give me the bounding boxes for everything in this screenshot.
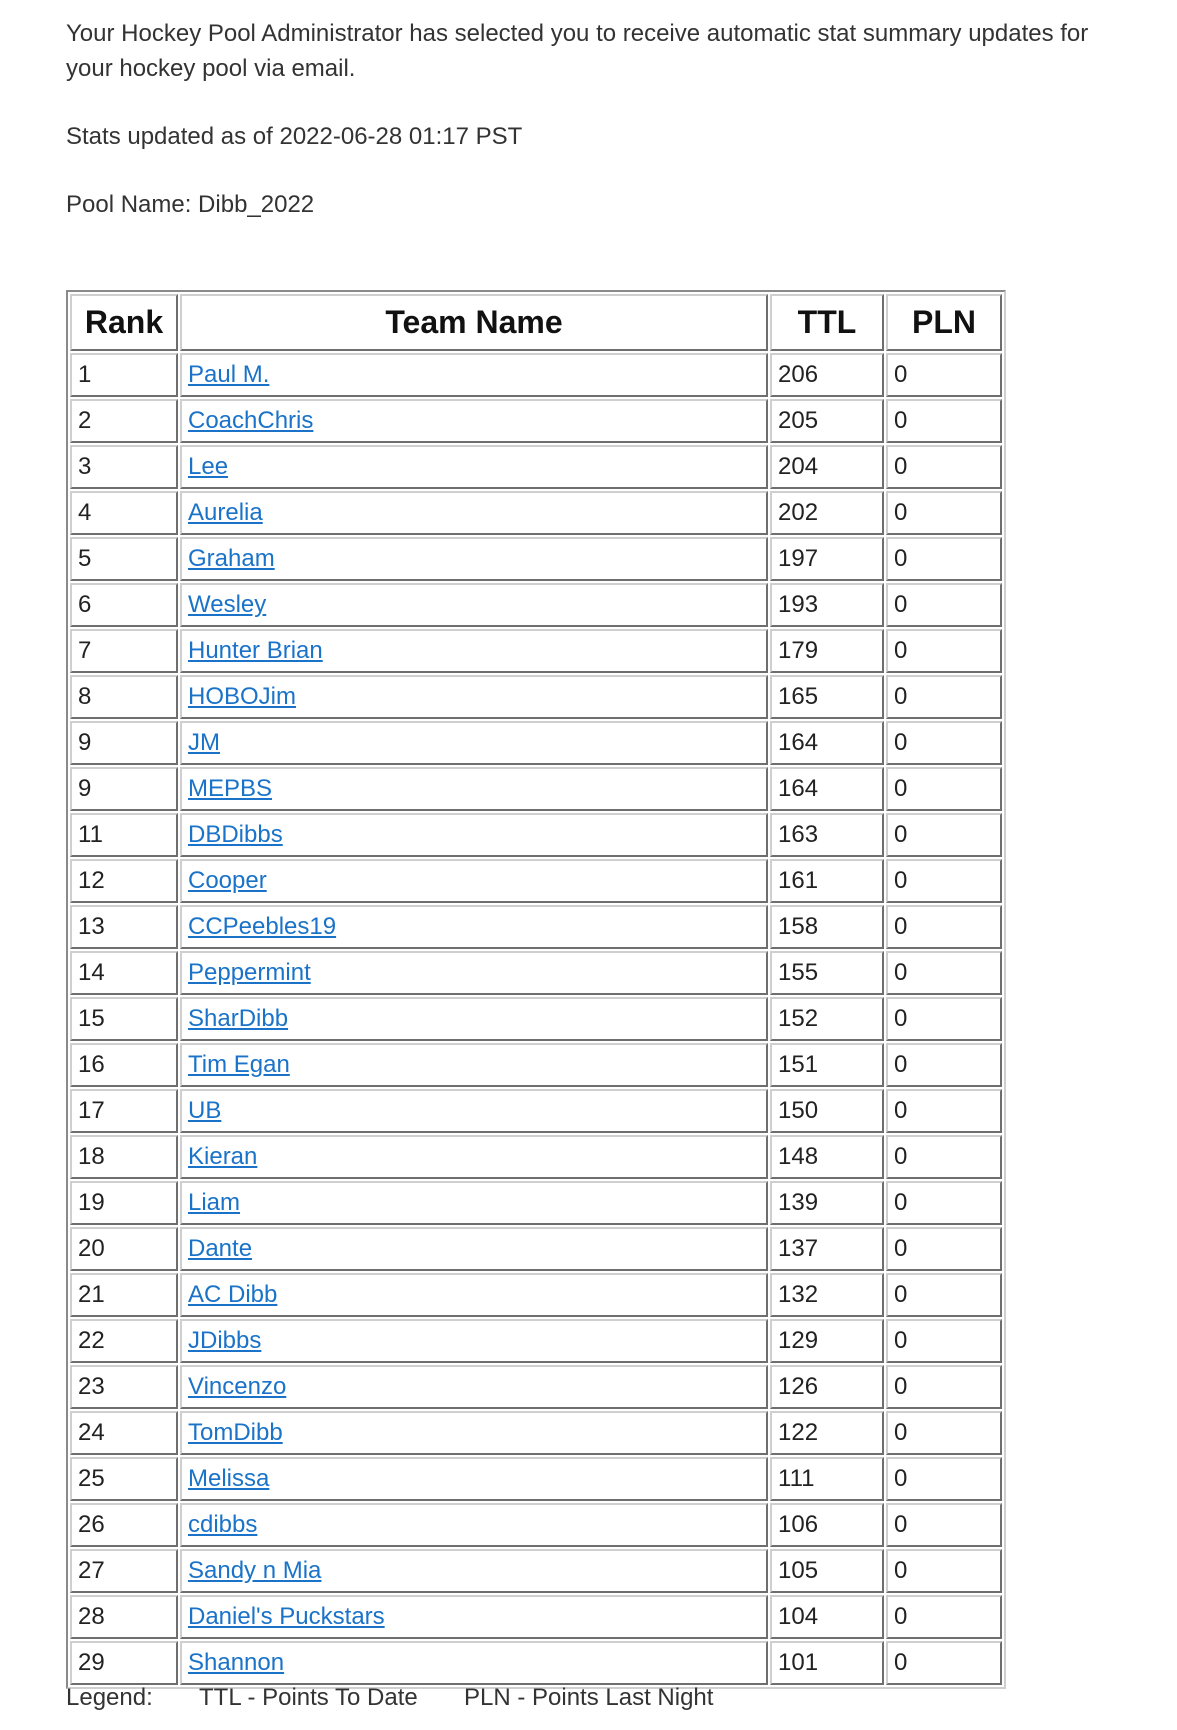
rank-cell: 8 <box>70 675 178 719</box>
table-row <box>70 1227 1002 1271</box>
ttl-cell: 111 <box>770 1457 884 1501</box>
table-header-row <box>70 294 1002 351</box>
rank-cell: 29 <box>70 1641 178 1685</box>
ttl-cell: 104 <box>770 1595 884 1639</box>
legend-ttl: TTL - Points To Date <box>199 1684 418 1711</box>
team-link[interactable]: SharDibb <box>188 1005 289 1032</box>
rank-cell: 15 <box>70 997 178 1041</box>
rank-cell: 9 <box>70 767 178 811</box>
team-link[interactable]: UB <box>188 1097 222 1124</box>
legend <box>66 1680 713 1715</box>
pln-cell: 0 <box>886 583 1002 627</box>
team-link[interactable]: Shannon <box>188 1649 285 1676</box>
pln-cell: 0 <box>886 1457 1002 1501</box>
rank-cell: 25 <box>70 1457 178 1501</box>
team-link[interactable]: AC Dibb <box>188 1281 278 1308</box>
team-cell <box>180 951 768 995</box>
pln-cell: 0 <box>886 445 1002 489</box>
ttl-cell: 204 <box>770 445 884 489</box>
header-pln: PLN <box>886 294 1002 351</box>
table-row <box>70 1365 1002 1409</box>
table-row <box>70 491 1002 535</box>
rank-cell: 21 <box>70 1273 178 1317</box>
table-row <box>70 997 1002 1041</box>
table-row <box>70 1043 1002 1087</box>
ttl-cell: 139 <box>770 1181 884 1225</box>
team-cell <box>180 583 768 627</box>
rank-cell: 22 <box>70 1319 178 1363</box>
rank-cell: 1 <box>70 353 178 397</box>
rank-cell: 14 <box>70 951 178 995</box>
pln-cell: 0 <box>886 537 1002 581</box>
team-cell <box>180 997 768 1041</box>
team-link[interactable]: Hunter Brian <box>188 637 323 664</box>
team-cell <box>180 1043 768 1087</box>
ttl-cell: 148 <box>770 1135 884 1179</box>
standings-body <box>70 353 1002 1685</box>
pln-cell: 0 <box>886 721 1002 765</box>
team-cell <box>180 675 768 719</box>
table-row <box>70 1089 1002 1133</box>
rank-cell: 23 <box>70 1365 178 1409</box>
rank-cell: 11 <box>70 813 178 857</box>
table-row <box>70 767 1002 811</box>
team-link[interactable]: DBDibbs <box>188 821 283 848</box>
team-cell <box>180 491 768 535</box>
rank-cell: 9 <box>70 721 178 765</box>
ttl-cell: 101 <box>770 1641 884 1685</box>
ttl-cell: 106 <box>770 1503 884 1547</box>
team-cell <box>180 1595 768 1639</box>
team-link[interactable]: MEPBS <box>188 775 273 802</box>
legend-label: Legend: <box>66 1684 153 1711</box>
team-link[interactable]: JDibbs <box>188 1327 262 1354</box>
header-rank: Rank <box>70 294 178 351</box>
pln-cell: 0 <box>886 859 1002 903</box>
table-row <box>70 675 1002 719</box>
table-row <box>70 905 1002 949</box>
ttl-cell: 179 <box>770 629 884 673</box>
ttl-cell: 164 <box>770 721 884 765</box>
rank-cell: 6 <box>70 583 178 627</box>
table-row <box>70 399 1002 443</box>
team-link[interactable]: Wesley <box>188 591 267 618</box>
ttl-cell: 197 <box>770 537 884 581</box>
ttl-cell: 158 <box>770 905 884 949</box>
pln-cell: 0 <box>886 1135 1002 1179</box>
team-link[interactable]: Lee <box>188 453 229 480</box>
team-link[interactable]: Tim Egan <box>188 1051 290 1078</box>
team-cell <box>180 1365 768 1409</box>
pln-cell: 0 <box>886 1641 1002 1685</box>
pln-cell: 0 <box>886 491 1002 535</box>
ttl-cell: 161 <box>770 859 884 903</box>
pln-cell: 0 <box>886 1595 1002 1639</box>
table-row <box>70 721 1002 765</box>
team-link[interactable]: HOBOJim <box>188 683 296 710</box>
team-link[interactable]: CoachChris <box>188 407 314 434</box>
table-row <box>70 1457 1002 1501</box>
rank-cell: 2 <box>70 399 178 443</box>
rank-cell: 3 <box>70 445 178 489</box>
pln-cell: 0 <box>886 951 1002 995</box>
ttl-cell: 202 <box>770 491 884 535</box>
team-cell <box>180 1457 768 1501</box>
team-cell <box>180 1273 768 1317</box>
table-row <box>70 1595 1002 1639</box>
team-link[interactable]: Peppermint <box>188 959 311 986</box>
team-link[interactable]: Sandy n Mia <box>188 1557 322 1584</box>
team-link[interactable]: TomDibb <box>188 1419 283 1446</box>
team-link[interactable]: Graham <box>188 545 275 572</box>
table-row <box>70 1549 1002 1593</box>
team-link[interactable]: Liam <box>188 1189 241 1216</box>
rank-cell: 24 <box>70 1411 178 1455</box>
pln-cell: 0 <box>886 1227 1002 1271</box>
rank-cell: 19 <box>70 1181 178 1225</box>
ttl-cell: 105 <box>770 1549 884 1593</box>
table-row <box>70 1135 1002 1179</box>
team-cell <box>180 767 768 811</box>
table-row <box>70 1503 1002 1547</box>
standings-table <box>66 290 1006 1689</box>
pln-cell: 0 <box>886 905 1002 949</box>
pln-cell: 0 <box>886 1503 1002 1547</box>
team-link[interactable]: Kieran <box>188 1143 258 1170</box>
team-link[interactable]: CCPeebles19 <box>188 913 337 940</box>
rank-cell: 27 <box>70 1549 178 1593</box>
ttl-cell: 151 <box>770 1043 884 1087</box>
table-row <box>70 583 1002 627</box>
pln-cell: 0 <box>886 1273 1002 1317</box>
team-link[interactable]: Daniel's Puckstars <box>188 1603 385 1630</box>
rank-cell: 28 <box>70 1595 178 1639</box>
pln-cell: 0 <box>886 1319 1002 1363</box>
team-cell <box>180 445 768 489</box>
stats-updated-text: Stats updated as of 2022-06-28 01:17 PST <box>66 123 523 150</box>
pln-cell: 0 <box>886 1181 1002 1225</box>
table-row <box>70 813 1002 857</box>
table-row <box>70 537 1002 581</box>
rank-cell: 5 <box>70 537 178 581</box>
rank-cell: 17 <box>70 1089 178 1133</box>
team-cell <box>180 1411 768 1455</box>
table-row <box>70 859 1002 903</box>
team-link[interactable]: Cooper <box>188 867 267 894</box>
pln-cell: 0 <box>886 399 1002 443</box>
pln-cell: 0 <box>886 813 1002 857</box>
team-cell <box>180 1135 768 1179</box>
team-cell <box>180 1503 768 1547</box>
table-row <box>70 951 1002 995</box>
team-cell <box>180 537 768 581</box>
ttl-cell: 163 <box>770 813 884 857</box>
pln-cell: 0 <box>886 1365 1002 1409</box>
pln-cell: 0 <box>886 1549 1002 1593</box>
pln-cell: 0 <box>886 1043 1002 1087</box>
email-body <box>66 16 1126 222</box>
team-cell <box>180 859 768 903</box>
pool-name-text: Pool Name: Dibb_2022 <box>66 191 315 218</box>
intro-text: Your Hockey Pool Administrator has selected you to receive automatic stat summary updates for your hockey pool via email. <box>66 20 1089 82</box>
pln-cell: 0 <box>886 997 1002 1041</box>
header-ttl: TTL <box>770 294 884 351</box>
pln-cell: 0 <box>886 353 1002 397</box>
ttl-cell: 152 <box>770 997 884 1041</box>
ttl-cell: 137 <box>770 1227 884 1271</box>
team-cell <box>180 629 768 673</box>
table-row <box>70 1273 1002 1317</box>
team-link[interactable]: cdibbs <box>188 1511 258 1538</box>
pln-cell: 0 <box>886 629 1002 673</box>
ttl-cell: 164 <box>770 767 884 811</box>
ttl-cell: 193 <box>770 583 884 627</box>
table-row <box>70 1641 1002 1685</box>
legend-pln: PLN - Points Last Night <box>464 1684 714 1711</box>
ttl-cell: 165 <box>770 675 884 719</box>
pln-cell: 0 <box>886 767 1002 811</box>
team-cell <box>180 1089 768 1133</box>
rank-cell: 26 <box>70 1503 178 1547</box>
rank-cell: 18 <box>70 1135 178 1179</box>
team-link[interactable]: Dante <box>188 1235 253 1262</box>
rank-cell: 4 <box>70 491 178 535</box>
ttl-cell: 132 <box>770 1273 884 1317</box>
team-cell <box>180 721 768 765</box>
rank-cell: 13 <box>70 905 178 949</box>
table-row <box>70 353 1002 397</box>
team-cell <box>180 1549 768 1593</box>
table-row <box>70 445 1002 489</box>
team-link[interactable]: Vincenzo <box>188 1373 287 1400</box>
table-row <box>70 1319 1002 1363</box>
team-link[interactable]: Melissa <box>188 1465 270 1492</box>
team-link[interactable]: Paul M. <box>188 361 270 388</box>
team-cell <box>180 353 768 397</box>
rank-cell: 7 <box>70 629 178 673</box>
ttl-cell: 206 <box>770 353 884 397</box>
pln-cell: 0 <box>886 1089 1002 1133</box>
team-cell <box>180 399 768 443</box>
ttl-cell: 155 <box>770 951 884 995</box>
team-cell <box>180 1641 768 1685</box>
table-row <box>70 1411 1002 1455</box>
team-cell <box>180 905 768 949</box>
team-link[interactable]: Aurelia <box>188 499 263 526</box>
rank-cell: 16 <box>70 1043 178 1087</box>
team-link[interactable]: JM <box>188 729 220 756</box>
ttl-cell: 122 <box>770 1411 884 1455</box>
header-team-name: Team Name <box>180 294 768 351</box>
table-row <box>70 629 1002 673</box>
pln-cell: 0 <box>886 675 1002 719</box>
team-cell <box>180 1181 768 1225</box>
table-row <box>70 1181 1002 1225</box>
ttl-cell: 126 <box>770 1365 884 1409</box>
team-cell <box>180 1227 768 1271</box>
ttl-cell: 129 <box>770 1319 884 1363</box>
pln-cell: 0 <box>886 1411 1002 1455</box>
team-cell <box>180 1319 768 1363</box>
ttl-cell: 150 <box>770 1089 884 1133</box>
ttl-cell: 205 <box>770 399 884 443</box>
team-cell <box>180 813 768 857</box>
rank-cell: 12 <box>70 859 178 903</box>
rank-cell: 20 <box>70 1227 178 1271</box>
